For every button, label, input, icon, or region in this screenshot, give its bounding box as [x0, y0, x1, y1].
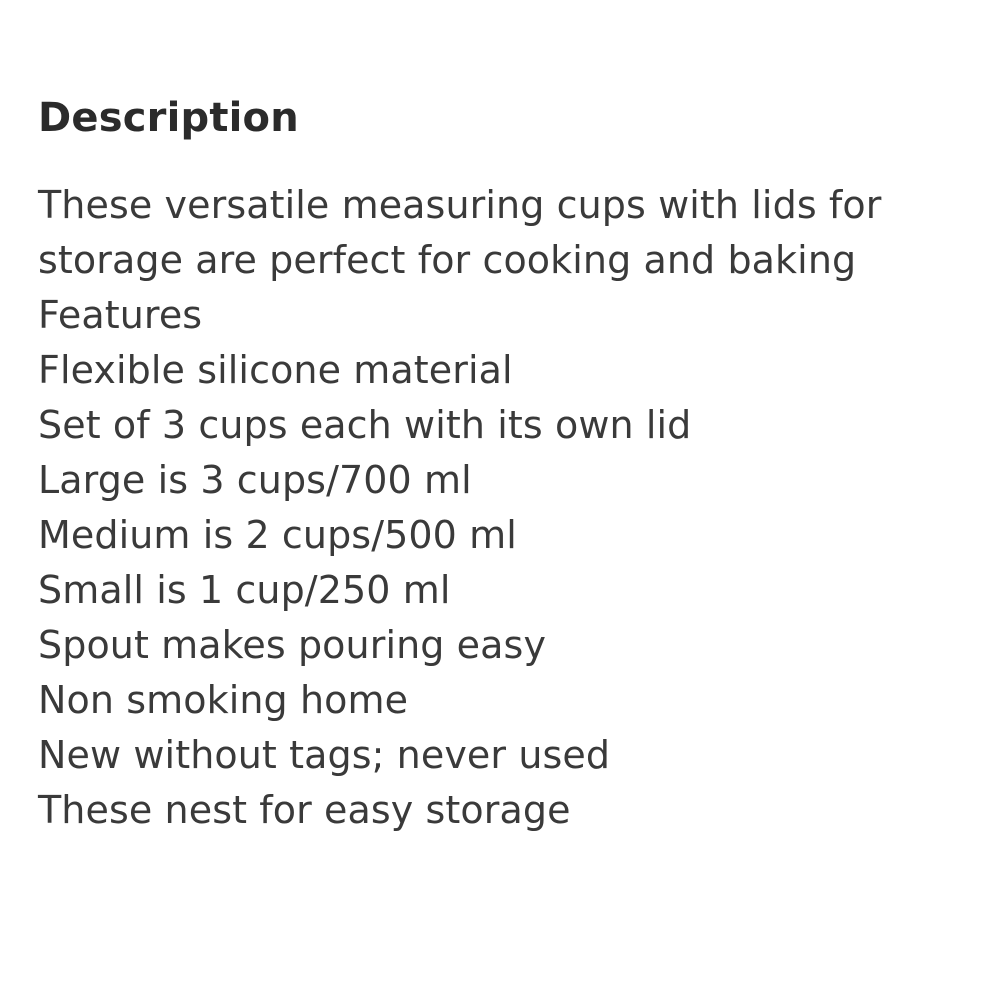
- feature-item: Medium is 2 cups/500 ml: [38, 513, 517, 557]
- description-body: [38, 178, 960, 838]
- feature-item: Large is 3 cups/700 ml: [38, 458, 472, 502]
- feature-item: These nest for easy storage: [38, 788, 571, 832]
- description-intro-text: These versatile measuring cups with lids for storage are perfect for cooking and baking: [38, 183, 894, 282]
- features-heading: Features: [38, 293, 203, 337]
- feature-item: Non smoking home: [38, 678, 409, 722]
- feature-item: New without tags; never used: [38, 733, 611, 777]
- feature-item: Small is 1 cup/250 ml: [38, 568, 451, 612]
- feature-item: Spout makes pouring easy: [38, 623, 547, 667]
- feature-item: Flexible silicone material: [38, 348, 513, 392]
- feature-item: Set of 3 cups each with its own lid: [38, 403, 692, 447]
- page-title: Description: [38, 95, 299, 141]
